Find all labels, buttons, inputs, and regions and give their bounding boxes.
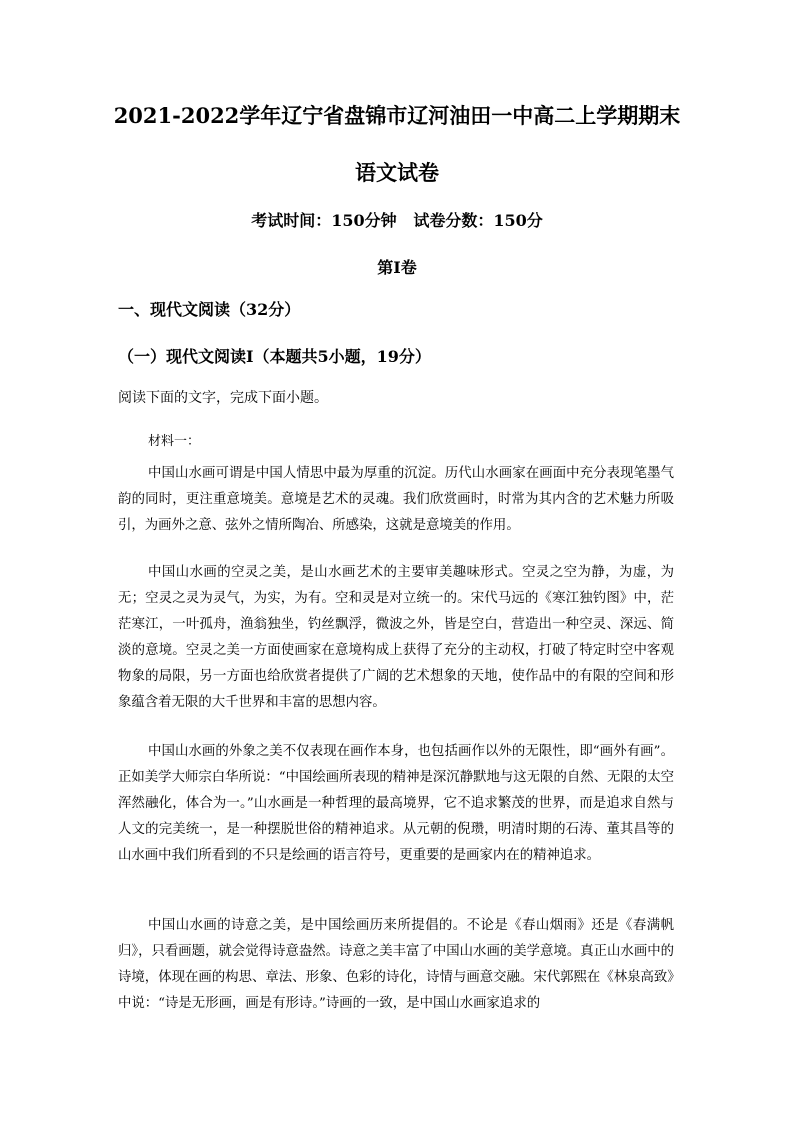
paragraph: 中国山水画的诗意之美，是中国绘画历来所提倡的。不论是《春山烟雨》还是《春满帆归》，只看画题，就会觉得诗意盎然。诗意之美丰富了中国山水画的美学意境。真正山水画中的诗境，体现在画的构思、章法、形象、色彩的诗化，诗情与画意交融。宋代郭熙在《林泉高致》中说：“诗是无形画，画是有形诗。”诗画的一致，是中国山水画家追求的 bbox=[118, 918, 674, 1011]
paragraph: 中国山水画的外象之美不仅表现在画作本身，也包括画作以外的无限性，即“画外有画”。正如美学大师宗白华所说：“中国绘画所表现的精神是深沉静默地与这无限的自然、无限的太空浑然融化，体合为一。”山水画是一种哲理的最高境界，它不追求繁茂的世界，而是追求自然与人文的完美统一，是一种摆脱世俗的精神追求。从元朝的倪瓒，明清时期的石涛、董其昌等的山水画中我们所看到的不只是绘画的语言符号，更重要的是画家内在的精神追求。 bbox=[118, 744, 674, 863]
exam-title: 2021-2022学年辽宁省盘锦市辽河油田一中高二上学期期末 bbox=[113, 103, 681, 128]
paragraph: 中国山水画的空灵之美，是山水画艺术的主要审美趣味形式。空灵之空为静，为虚，为无；空灵之灵为灵气，为实，为有。空和灵是对立统一的。宋代马远的《寒江独钓图》中，茫茫寒江，一叶孤舟，渔翁独坐，钓丝飘浮，微波之外，皆是空白，营造出一种空灵、深远、简淡的意境。空灵之美一方面使画家在意境构成上获得了充分的主动权，打破了特定时空中客观物象的局限，另一方面也给欣赏者提供了广阔的艺术想象的天地，使作品中的有限的空间和形象蕴含着无限的大千世界和丰富的思想内容。 bbox=[118, 565, 674, 710]
volume-heading: 第Ⅰ卷 bbox=[377, 258, 417, 277]
exam-time-and-score: 考试时间：150分钟 试卷分数：150分 bbox=[251, 211, 543, 230]
material-label: 材料一： bbox=[148, 434, 201, 449]
reading-instruction: 阅读下面的文字，完成下面小题。 bbox=[118, 390, 328, 406]
subsection-heading: （一）现代文阅读Ⅰ（本题共5小题，19分） bbox=[118, 347, 431, 366]
section-heading: 一、现代文阅读（32分） bbox=[118, 300, 301, 319]
paragraph: 中国山水画可谓是中国人情思中最为厚重的沉淀。历代山水画家在画面中充分表现笔墨气韵的同时，更注重意境美。意境是艺术的灵魂。我们欣赏画时，时常为其内含的艺术魅力所吸引，为画外之意、弦外之情所陶冶、所感染，这就是意境美的作用。 bbox=[118, 466, 674, 533]
exam-subject-title: 语文试卷 bbox=[355, 160, 439, 185]
